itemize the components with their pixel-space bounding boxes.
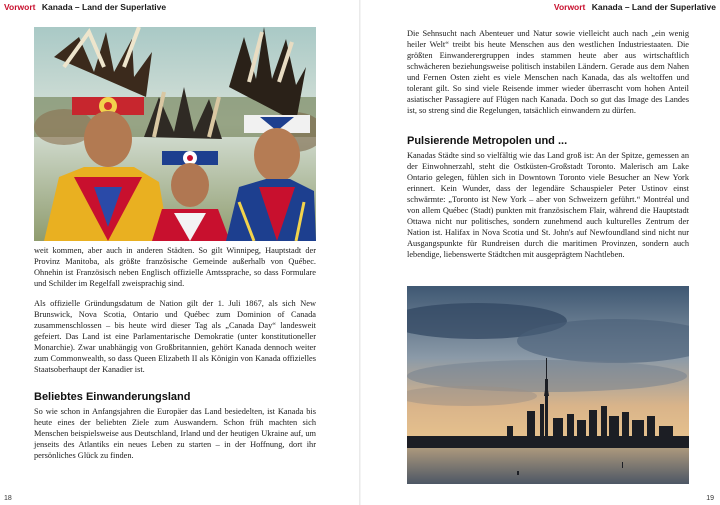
paragraph: Die Sehnsucht nach Abenteuer und Natur sowie vielleicht auch nach „ein wenig heiler Welt“ treibt bis heute Menschen aus den westlichen Industriestaaten. Die größten Einwanderergruppen indes stammen heute aber aus wirtschaftlich schwächeren beziehungsweise politisch instabilen Ländern. Gerade aus dem Nahen und Fernen Osten zieht es viele Menschen nach Kanada, das als weltoffen und tolerant gilt. So sind viele Reisende immer wieder überrascht vom hohen Anteil asiatischer Passagiere auf Flügen nach Kanada. Doch so gut das Image des Landes ist, so streng sind die Regelungen, tatsächlich einwandern zu dürfen. (407, 29, 689, 115)
paragraph: Kanadas Städte sind so vielfältig wie das Land groß ist: An der Spitze, gemessen an der Einwohnerzahl, steht die Ostküsten-Großstadt Toronto. Malerisch am Lake Ontario gelegen, fühlen sich in Downtown Toronto viele Besucher an New York erinnert. Kein Wunder, dass der legendäre Schauspieler Peter Ustinov einst schwärmte: „Toronto ist New York – aber von Schweizern geführt.“ Montréal und von allem Québec (Stadt) punkten mit französischem Flair, während die Hauptstadt Ottawa nicht nur politisches, sondern zunehmend auch kulturelles Zentrum der Nation ist. Halifax in Nova Scotia und St. John's auf Newfoundland sind nicht nur Ausgangspunkte für Rundreisen durch die maritimen Provinzen, sondern auch lebendige, liebenswerte Städtchen mit ausgeprägtem Nachtleben. (407, 150, 689, 259)
running-head-left (4, 2, 166, 12)
left-body-text (34, 245, 316, 461)
right-page (360, 0, 720, 505)
running-head-kicker: Vorwort (553, 2, 586, 12)
page-number: 18 (4, 495, 12, 502)
right-body-text (407, 28, 689, 260)
page-number: 19 (706, 495, 714, 502)
running-head-kicker: Vorwort (4, 2, 36, 12)
running-head-title: Kanada – Land der Superlative (591, 2, 716, 12)
paragraph: So wie schon in Anfangsjahren die Europäer das Land besiedelten, ist Kanada bis heute eines der beliebten Ziele zum Auswandern. Schon früh machten sich Menschen beispielsweise aus Deutschland, Irland und der heutigen Ukraine auf, um jenseits des Atlantiks ein neues Leben zu starten – in der Hoffnung, dort ihr persönliches Glück zu finden. (34, 407, 316, 460)
paragraph: weit kommen, aber auch in anderen Städten. So gilt Winnipeg, Hauptstadt der Provinz Manitoba, als größte französische Gemeinde außerhalb von Québec. Ohnehin ist Französisch neben Englisch offizielle Amtssprache, so dass Formulare und Schilder im Regelfall zweisprachig sind. (34, 246, 316, 288)
running-head-title: Kanada – Land der Superlative (41, 2, 167, 12)
toronto-skyline-photo (407, 286, 689, 484)
powwow-children-photo (34, 27, 316, 241)
paragraph: Als offizielle Gründungsdatum de Nation gilt der 1. Juli 1867, als sich New Brunswick, Nova Scotia, Ontario und Québec zum Dominion of Canada zusammenschlossen – bis heute wird dieser Tag als „Canada Day“ landesweit gefeiert. Das Land ist eine Parlamentarische Demokratie (unter konstitutioneller Monarchie). Zwar unabhängig von Großbritannien, gehört Kanada dennoch weiter zum Commonwealth, so dass Queen Elizabeth II als Königin von Kanada offizielles Staatsoberhaupt der Kanadier ist. (34, 298, 316, 374)
running-head-right (554, 2, 716, 12)
section-heading: Pulsierende Metropolen und ... (407, 134, 568, 147)
section-heading: Beliebtes Einwanderungsland (34, 391, 191, 403)
